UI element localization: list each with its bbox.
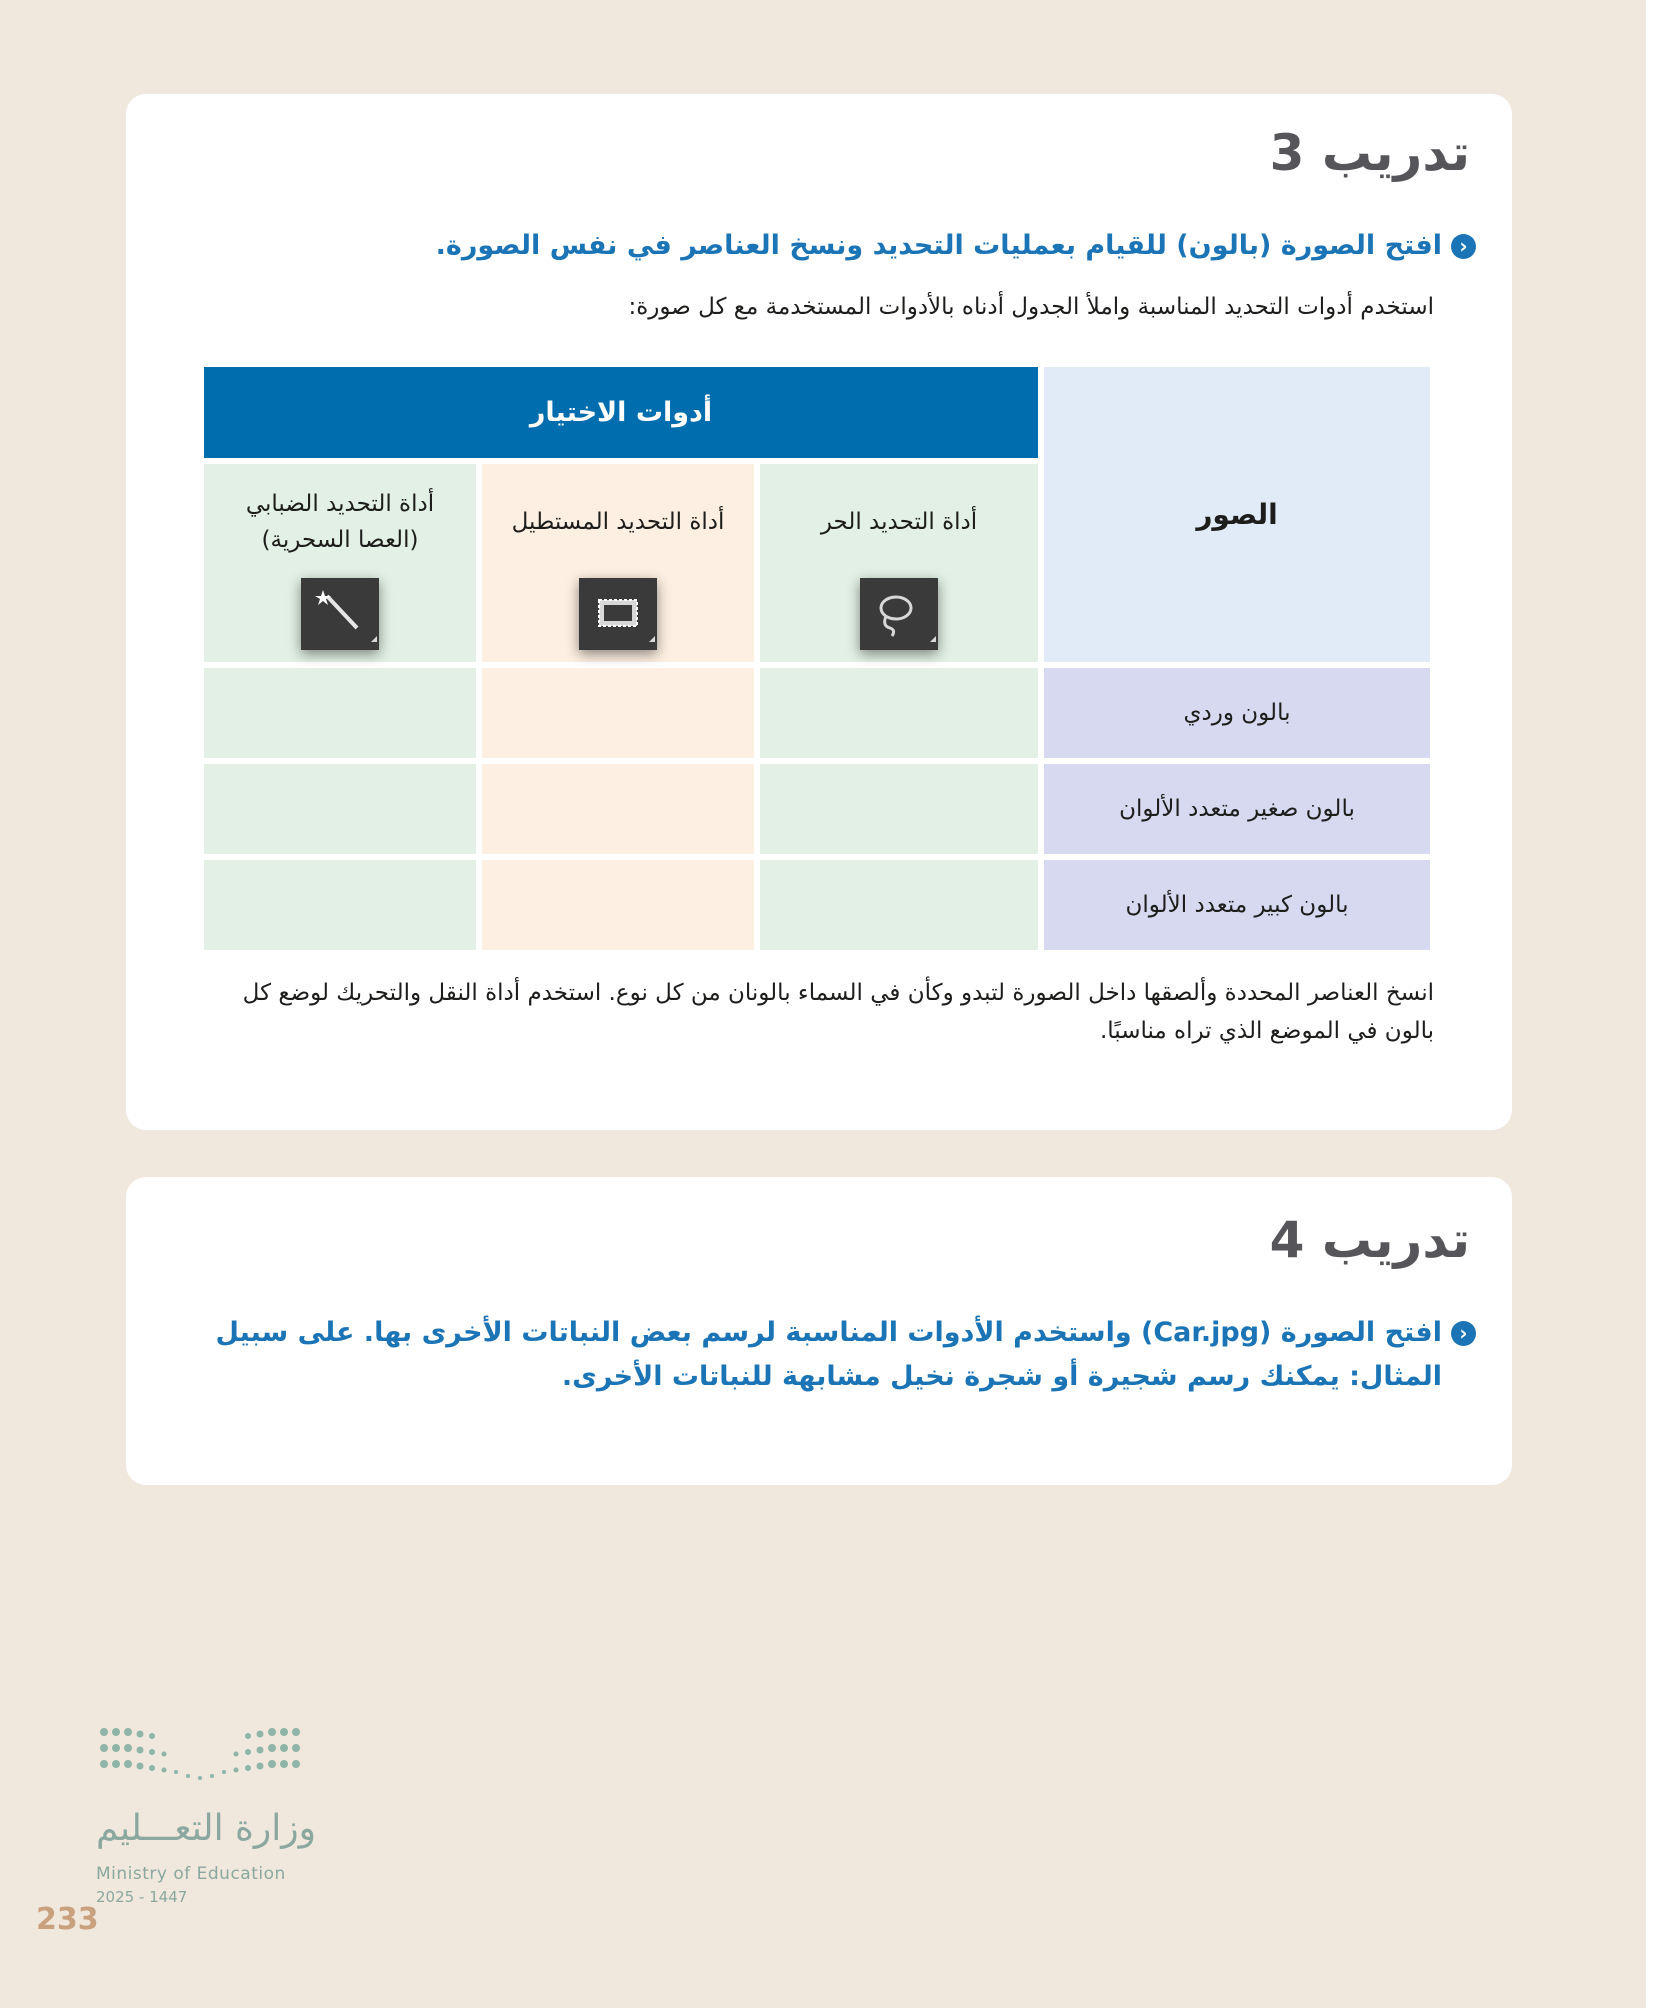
row-label-pink-balloon: بالون وردي (1044, 668, 1430, 758)
ministry-name-ar: وزارة التعـــليم (96, 1808, 317, 1849)
chevron-left-icon: ‹ (1451, 1321, 1476, 1346)
exercise-3-instruction-text: افتح الصورة (بالون) للقيام بعمليات التحديد ونسخ العناصر في نفس الصورة. (435, 230, 1442, 261)
tool-header-free-select (760, 464, 1038, 662)
photos-header: الصور (1044, 367, 1430, 662)
page-number: 233 (36, 1902, 99, 1937)
lasso-icon (860, 578, 938, 650)
tool-header-rect-select (482, 464, 754, 662)
magic-wand-icon (301, 578, 379, 650)
exercise-3-intro: استخدم أدوات التحديد المناسبة واملأ الجدول أدناه بالأدوات المستخدمة مع كل صورة: (628, 294, 1434, 320)
tool-label-fuzzy-select (204, 486, 476, 558)
answer-cell[interactable] (204, 860, 476, 950)
answer-cell[interactable] (760, 668, 1038, 758)
answer-cell[interactable] (760, 764, 1038, 854)
answer-cell[interactable] (204, 668, 476, 758)
answer-cell[interactable] (760, 860, 1038, 950)
ministry-logo-dots (96, 1720, 316, 1804)
exercise-4-instruction (212, 1311, 1468, 1399)
exercise-3-outro: انسخ العناصر المحددة وألصقها داخل الصورة لتبدو وكأن في السماء بالونان من كل نوع. استخدم أداة النقل والتحريك لوضع كل بالون في الموضع الذي تراه مناسبًا. (242, 980, 1434, 1044)
row-label-small-multicolor-balloon: بالون صغير متعدد الألوان (1044, 764, 1430, 854)
tool-label-free-select: أداة التحديد الحر (820, 509, 978, 535)
exercise-3-title: تدريب 3 (1269, 124, 1470, 182)
answer-cell[interactable] (482, 668, 754, 758)
chevron-left-icon: ‹ (1451, 234, 1476, 259)
exercise-4-title: تدريب 4 (1269, 1211, 1470, 1269)
answer-cell[interactable] (482, 764, 754, 854)
ministry-year: 2025 - 1447 (96, 1888, 188, 1906)
marquee-icon (579, 578, 657, 650)
answer-cell[interactable] (204, 764, 476, 854)
exercise-4-instruction-text: افتح الصورة (Car.jpg) واستخدم الأدوات المناسبة لرسم بعض النباتات الأخرى بها. على سبيل المثال: يمكنك رسم شجيرة أو شجرة نخيل مشابهة للنباتات الأخرى. (215, 1317, 1442, 1392)
tool-label-rect-select: أداة التحديد المستطيل (511, 509, 725, 535)
page-edge-strip (1646, 0, 1654, 2008)
row-label-large-multicolor-balloon: بالون كبير متعدد الألوان (1044, 860, 1430, 950)
tool-label-fuzzy-line2: (العصا السحرية) (261, 527, 419, 553)
exercise-4-card (126, 1177, 1512, 1485)
tool-header-fuzzy-select (204, 464, 476, 662)
ministry-name-en: Ministry of Education (96, 1864, 286, 1884)
exercise-3-card (126, 94, 1512, 1130)
answer-cell[interactable] (482, 860, 754, 950)
tool-label-fuzzy-line1: أداة التحديد الضبابي (245, 491, 435, 517)
tools-header: أدوات الاختيار (204, 367, 1038, 458)
